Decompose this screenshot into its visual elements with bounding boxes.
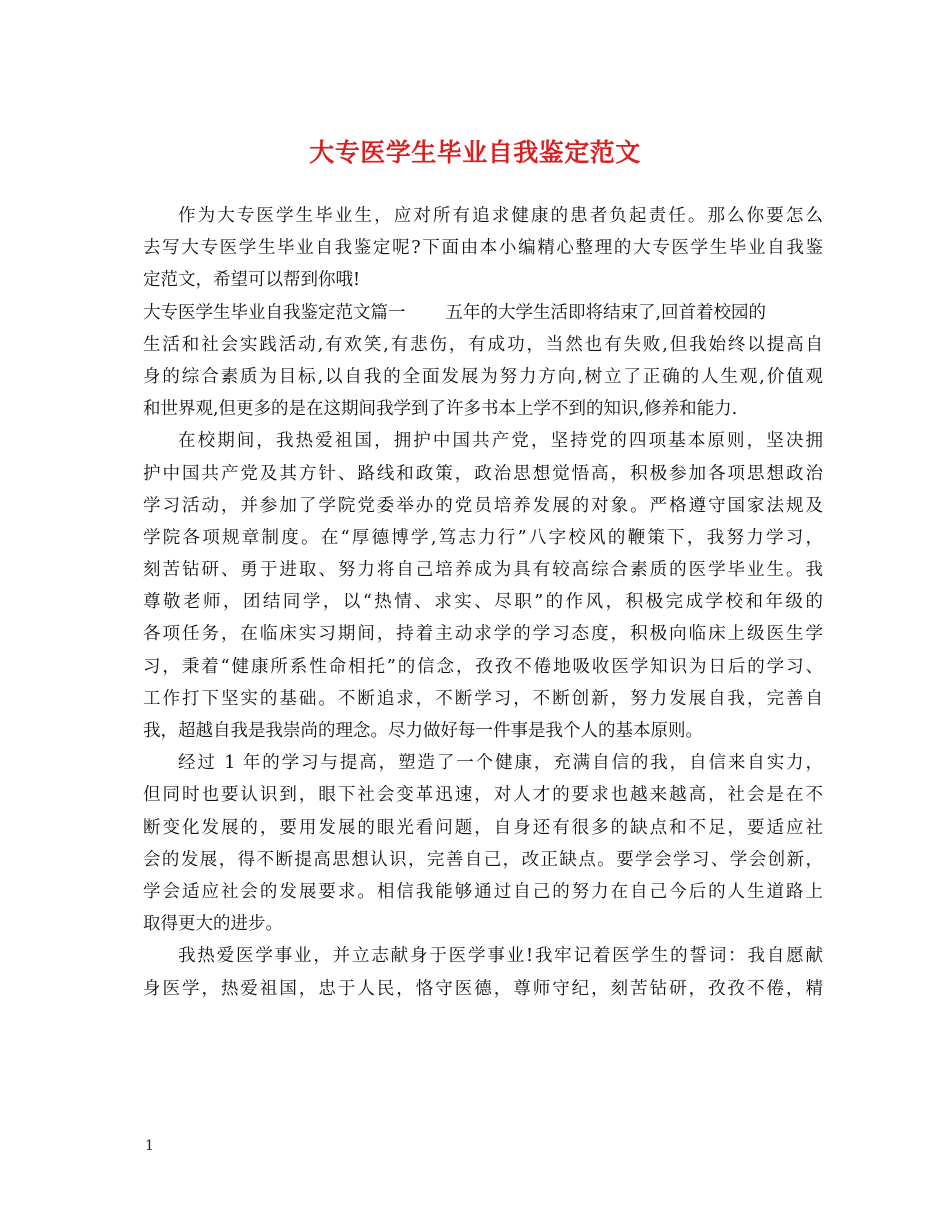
paragraph1-line: 身的综合素质为目标,以自我的全面发展为努力方向,树立了正确的人生观,价值观 (143, 366, 823, 387)
intro-line: 去写大专医学生毕业自我鉴定呢?下面由本小编精心整理的大专医学生毕业自我鉴 (143, 238, 823, 259)
paragraph2-line: 护中国共产党及其方针、路线和政策，政治思想觉悟高，积极参加各项思想政治 (143, 463, 823, 484)
paragraph2-line: 在校期间，我热爱祖国，拥护中国共产党，坚持党的四项基本原则，坚决拥 (178, 431, 823, 452)
paragraph1-line: 生活和社会实践活动,有欢笑,有悲伤，有成功，当然也有失败,但我始终以提高自 (143, 334, 823, 355)
document-body (143, 200, 823, 1005)
paragraph3-line: 会的发展，得不断提高思想认识，完善自己，改正缺点。要学会学习、学会创新， (143, 849, 823, 870)
page-number: 1 (145, 1138, 154, 1154)
paragraph2-line: 习，秉着“健康所系性命相托”的信念，孜孜不倦地吸收医学知识为日后的学习、 (143, 656, 823, 677)
paragraph1-line: 和世界观,但更多的是在这期间我学到了许多书本上学不到的知识,修养和能力. (143, 399, 738, 420)
paragraph2-line: 我，超越自我是我崇尚的理念。尽力做好每一件事是我个人的基本原则。 (143, 721, 703, 741)
paragraph3-line: 取得更大的进步。 (143, 914, 283, 935)
paragraph4-line: 我热爱医学事业，并立志献身于医学事业!我牢记着医学生的誓词：我自愿献 (178, 946, 823, 967)
paragraph4-line: 身医学，热爱祖国，忠于人民，恪守医德，尊师守纪，刻苦钻研，孜孜不倦，精 (143, 978, 823, 999)
section-first-line (143, 297, 823, 329)
section-heading: 大专医学生毕业自我鉴定范文篇一 (143, 302, 406, 323)
paragraph2-line: 各项任务，在临床实习期间，持着主动求学的学习态度，积极向临床上级医生学 (143, 624, 823, 645)
paragraph2-line: 尊敬老师，团结同学，以“热情、求实、尽职”的作风，积极完成学校和年级的 (143, 592, 823, 613)
paragraph3-line: 学会适应社会的发展要求。相信我能够通过自己的努力在自己今后的人生道路上 (143, 881, 823, 902)
intro-line: 定范文，希望可以帮到你哦! (143, 270, 361, 291)
paragraph3-line: 经过 1 年的学习与提高，塑造了一个健康，充满自信的我，自信来自实力， (178, 753, 823, 774)
section-first-text: 五年的大学生活即将结束了,回首着校园的 (445, 302, 767, 323)
paragraph2-line: 工作打下坚实的基础。不断追求，不断学习，不断创新，努力发展自我，完善自 (143, 688, 823, 709)
paragraph3-line: 断变化发展的，要用发展的眼光看问题，自身还有很多的缺点和不足，要适应社 (143, 817, 823, 838)
paragraph2-line: 刻苦钻研、勇于进取、努力将自己培养成为具有较高综合素质的医学毕业生。我 (143, 560, 823, 581)
intro-line: 作为大专医学生毕业生，应对所有追求健康的患者负起责任。那么你要怎么 (178, 206, 823, 226)
paragraph3-line: 但同时也要认识到，眼下社会变革迅速，对人才的要求也越来越高，社会是在不 (143, 785, 823, 806)
document-title: 大专医学生毕业自我鉴定范文 (309, 138, 641, 167)
paragraph2-line: 学院各项规章制度。在“厚德博学,笃志力行”八字校风的鞭策下，我努力学习， (143, 527, 823, 548)
paragraph2-line: 学习活动，并参加了学院党委举办的党员培养发展的对象。严格遵守国家法规及 (143, 495, 823, 516)
